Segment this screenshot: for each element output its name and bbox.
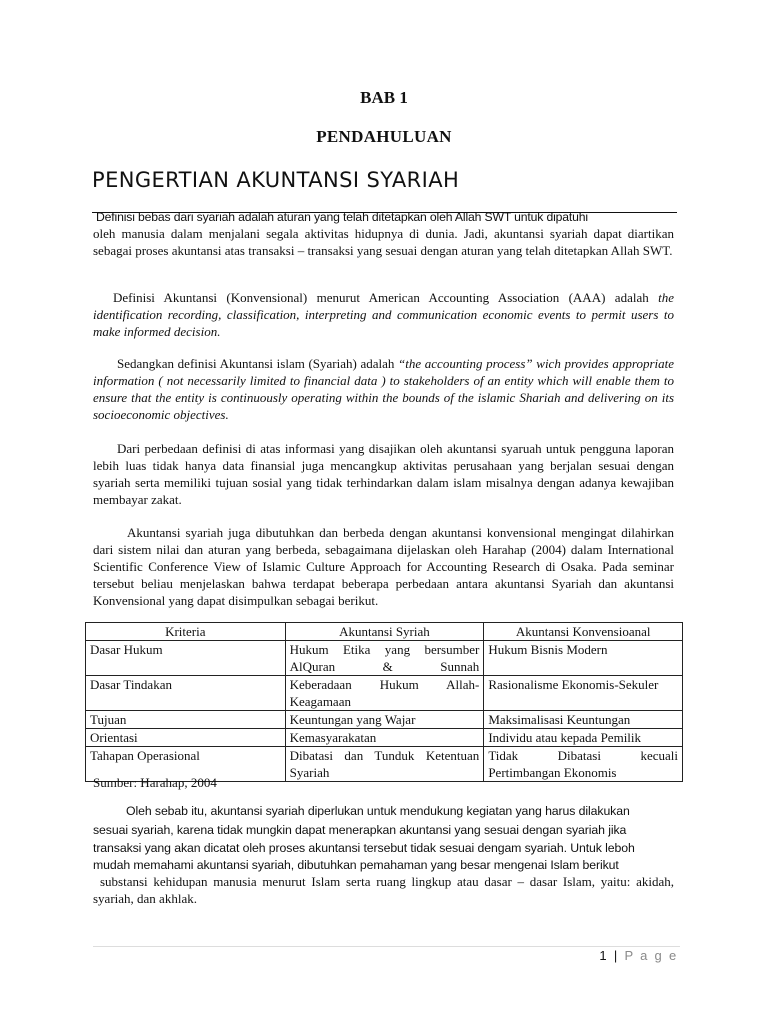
table-cell: Dibatasi dan Tunduk Ketentuan Syariah <box>285 747 484 782</box>
table-cell: Individu atau kepada Pemilik <box>484 729 683 747</box>
table-row <box>86 676 683 711</box>
table-cell: Tahapan Operasional <box>86 747 286 782</box>
paragraph-4-text: Dari perbedaan definisi di atas informasi yang disajikan oleh akuntansi syaruah untuk pengguna laporan lebih luas tidak hanya data finansial juga mencangkup aktivitas perusahaan yang berjalan sesuai dengan syariah serta memiliki tujuan sosial yang tidak terhindarkan dalam islam misalnya dengan adanya kewajiban membayar zakat. <box>93 441 674 507</box>
paragraph-6-line: Oleh sebab itu, akuntansi syariah diperlukan untuk mendukung kegiatan yang harus dilakukan <box>126 804 630 818</box>
paragraph-1-text: oleh manusia dalam menjalani segala aktivitas hidupnya di dunia. Jadi, akuntansi syariah dapat diartikan sebagai proses akuntansi atas transaksi – transaksi yang sesuai dengan aturan yang telah ditetapkan Allah SWT. <box>93 226 674 258</box>
paragraph-1-first-line: Definisi bebas dari syariah adalah aturan yang telah ditetapkan oleh Allah SWT untuk dipatuhi <box>96 210 588 224</box>
table-cell: Dasar Tindakan <box>86 676 286 711</box>
page-footer <box>599 948 678 963</box>
table-cell: Hukum Etika yang bersumber AlQuran & Sunnah <box>285 641 484 676</box>
table-cell: Tujuan <box>86 711 286 729</box>
table-header-cell: Kriteria <box>86 623 286 641</box>
paragraph-3 <box>93 355 674 423</box>
table-cell: Rasionalisme Ekonomis-Sekuler <box>484 676 683 711</box>
comparison-table <box>85 622 683 782</box>
paragraph-6-line: transaksi yang akan dicatat oleh proses akuntansi tersebut tidak sesuai dengam syariah. Untuk leboh <box>93 841 635 855</box>
page-label: P a g e <box>624 948 678 963</box>
paragraph-3-text: Sedangkan definisi Akuntansi islam (Syariah) adalah <box>117 356 395 371</box>
table-row <box>86 711 683 729</box>
paragraph-6-continued <box>93 873 674 907</box>
footer-divider <box>93 946 680 947</box>
paragraph-6-text: substansi kehidupan manusia menurut Islam serta ruang lingkup atau dasar – dasar Islam, yaitu: akidah, syariah, dan akhlak. <box>93 874 674 906</box>
table-header-cell: Akuntansi Konvensioanal <box>484 623 683 641</box>
table-cell: Orientasi <box>86 729 286 747</box>
table-cell: Keuntungan yang Wajar <box>285 711 484 729</box>
paragraph-2-italic-definition: the identification recording, classification, interpreting and communication economic events to permit users to make informed decision. <box>93 290 674 339</box>
paragraph-6-line: mudah memahami akuntansi syariah, dibutuhkan pemahaman yang besar mengenai Islam berikut <box>93 858 619 872</box>
chapter-title: PENDAHULUAN <box>316 127 452 146</box>
table-header-cell: Akuntansi Syriah <box>285 623 484 641</box>
page-separator: | <box>613 948 620 963</box>
table-source: Sumber: Harahap, 2004 <box>93 775 217 790</box>
table-cell: Hukum Bisnis Modern <box>484 641 683 676</box>
section-title: PENGERTIAN AKUNTANSI SYARIAH <box>92 168 460 192</box>
paragraph-5 <box>93 524 674 609</box>
paragraph-4 <box>93 440 674 508</box>
table-cell: Keberadaan Hukum Allah-Keagamaan <box>285 676 484 711</box>
paragraph-6-line: sesuai syariah, karena tidak mungkin dapat menerapkan akuntansi yang sesuai dengan syariah jika <box>93 823 627 837</box>
paragraph-2 <box>93 289 674 340</box>
table-cell: Dasar Hukum <box>86 641 286 676</box>
table-cell: Tidak Dibatasi kecuali Pertimbangan Ekonomis <box>484 747 683 782</box>
table-header-row <box>86 623 683 641</box>
section-underline <box>92 212 677 213</box>
paragraph-5-text: Akuntansi syariah juga dibutuhkan dan berbeda dengan akuntansi konvensional mengingat dilahirkan dari sistem nilai dan aturan yang berbeda, sebagaimana dijelaskan oleh Harahap (2004) dalam International Scientific Conference View of Islamic Culture Approach for Accounting Research di Osaka. Pada seminar tersebut beliau menjelaskan bahwa terdapat beberapa perbedaan antara akuntansi Syariah dan akuntansi Konvensional yang dapat disimpulkan sebagai berikut. <box>93 525 674 608</box>
paragraph-3-italic-definition: “the accounting process” wich provides appropriate information ( not necessarily limited to financial data ) to stakeholders of an entity which will enable them to ensure that the entity is continuously operating within the bounds of the islamic Shariah and delivering on its socioeconomic objectives. <box>93 356 675 422</box>
paragraph-1-continued <box>93 225 674 259</box>
page-number: 1 <box>599 948 609 963</box>
paragraph-2-text: Definisi Akuntansi (Konvensional) menurut American Accounting Association (AAA) adalah <box>113 290 649 305</box>
table-cell: Maksimalisasi Keuntungan <box>484 711 683 729</box>
table-cell: Kemasyarakatan <box>285 729 484 747</box>
table-row <box>86 729 683 747</box>
table-row <box>86 641 683 676</box>
chapter-number: BAB 1 <box>360 88 408 107</box>
